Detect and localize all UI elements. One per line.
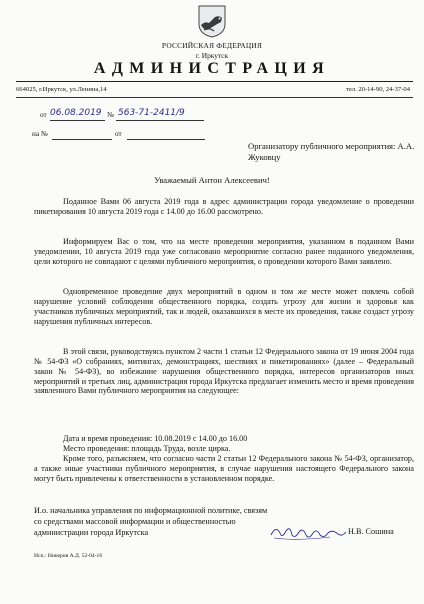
- date-underline: [50, 120, 105, 121]
- federation-title: РОССИЙСКАЯ ФЕДЕРАЦИЯ: [161, 41, 263, 50]
- paragraph-closing: Кроме того, разъясняем, что согласно части 2 статьи 12 Федерального закона № 54-ФЗ, организатор, а также иные участники публичного мероприятия, в случае нарушения настоящего Федерального закона могут быть привлечены к ответственности в установленном порядке.: [34, 454, 414, 483]
- reply-date-underline: [127, 139, 205, 140]
- executor-note: Исп.: Никеров А.Д. 52-04-16: [34, 553, 103, 559]
- greeting: Уважаемый Антон Алексеевич!: [154, 175, 270, 185]
- signatory-name: Н.В. Сошина: [348, 527, 394, 536]
- city-title: г. Иркутск: [195, 51, 229, 60]
- proposal-datetime: Дата и время проведения: 10.08.2019 с 14.00 до 16.00: [63, 434, 248, 443]
- administration-title: АДМИНИСТРАЦИЯ: [93, 60, 331, 77]
- paragraph-4: В этой связи, руководствуясь пунктом 2 части 1 статьи 12 Федерального закона от 19 июня 2004 года № 54-ФЗ «О собраниях, митингах, демонстрациях, шествиях и пикетированиях» (далее – Федеральный закон № 54-ФЗ), во избежание нарушения общественного порядка, интересов организаторов иных мероприятий и третьих лиц, администрация города Иркутска предлагает изменить место и время проведения заявленного Вами публичного мероприятия на следующее:: [34, 347, 414, 396]
- registry-date: 06.08.2019: [50, 108, 102, 118]
- phone-line: тел. 20-14-90, 24-37-04: [345, 86, 410, 93]
- paragraph-3: Одновременное проведение двух мероприятий в одном и том же месте может повлечь собой нарушение условий соблюдения общественного порядка, создать угрозу для жизни и здоровья как участников публичных мероприятий, так и людей, оказавшихся в месте их проведения, также создаст угрозу нарушения публичных интересов.: [34, 287, 414, 326]
- number-label: №: [107, 111, 114, 119]
- number-underline: [116, 120, 204, 121]
- date-label: от: [40, 111, 47, 119]
- address-line: 664025, г.Иркутск, ул.Ленина,14: [16, 86, 107, 93]
- reply-date-label: от: [115, 130, 122, 138]
- proposal-place: Место проведения: площадь Труда, возле цирка.: [63, 444, 231, 453]
- registry-number: 563-71-2411/9: [118, 108, 185, 118]
- paragraph-2: Информируем Вас о том, что на месте проведения мероприятия, указанном в поданном Вами уведомлении, 10 августа 2019 года уже согласовано мероприятие согласно ранее поданного уведомления, цели которого не совпадают с целями публичного мероприятия, о проведении которого Вами заявлено.: [34, 237, 414, 266]
- handwritten-signature: [268, 521, 348, 543]
- signatory-position: И.о. начальника управления по информационной политике, связям со средствами массовой информации и общественностью администрации города Иркутска: [34, 506, 268, 537]
- paragraph-1: Поданное Вами 06 августа 2019 года в адрес администрации города уведомление о проведении пикетирования 10 августа 2019 года с 14.00 до 16.00 рассмотрено.: [34, 197, 414, 216]
- recipient: Организатору публичного мероприятия: А.А. Жуковцу: [248, 141, 415, 162]
- reply-to-label: на №: [32, 130, 48, 138]
- header-divider: [16, 81, 413, 82]
- contacts-divider: [16, 97, 413, 98]
- coat-of-arms-icon: [195, 4, 229, 38]
- reply-number-underline: [52, 139, 112, 140]
